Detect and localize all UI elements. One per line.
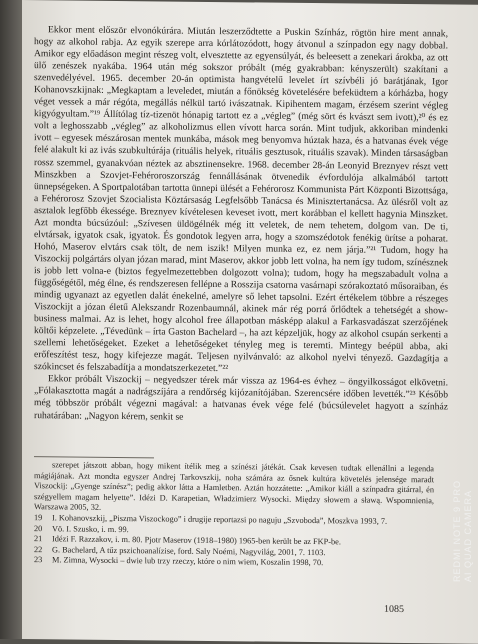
main-text — [34, 24, 448, 426]
watermark-line: REDMI NOTE 9 PRO — [452, 480, 463, 582]
footnote-text: I. Kohanovszkij, „Piszma Viszockogo” i drugije reportazsi po naguju „Szvoboda”, Moszkva 1993, 7. — [52, 513, 387, 526]
page-number: 1085 — [384, 604, 404, 615]
footnote-text: Idézi F. Razzakov, i. m. 80. Pjotr Maserov (1918–1980) 1965-ben került be az FKP-be. — [52, 534, 341, 546]
book-page — [22, 0, 478, 644]
footnote — [34, 460, 434, 517]
footnote-divider — [34, 456, 154, 458]
footnote-number: 20 — [34, 524, 52, 535]
footnote-text: Vö. I. Szusko, i. m. 99. — [52, 524, 129, 534]
footnote-number: 21 — [34, 534, 52, 545]
watermark-line: AI QUAD CAMERA — [463, 480, 474, 582]
footnote-number: 19 — [34, 513, 52, 524]
book-gutter-shadow — [0, 0, 22, 639]
camera-watermark — [452, 480, 474, 582]
paragraph: Ekkor ment először elvonókúrára. Miután leszerződtette a Puskin Színház, rögtön hire ment annak, hogy az alkohol rabja. Az egyik szerepe arra kórlátozódott, hogy átvonul a színpadon egy nagy dobbal. Amikor egy előadáson megint részeg volt, elvesztette az egyensúlyát, és beleesett a zenekari árokba, az ott ülő zenészek nyakába. 1964 után még sokszor próbált (még gyakrabban: kényszerült) szakítani a szenvedélyével. 1965. december 20-án optimista hangvételű levelet írt szívbéli jó barátjának, Igor Kohanovszkijnak: „Megkaptam a leveledet, miután a főnökség követelésére befeküdtem a kórházba, hogy véget vessek a már régóta, megállás nélkül tartó ivászatnak. Kipihentem magam, érzésem szerint végleg kigyógyultam.”¹⁹ Állítólag tíz-tizenöt hónapig tartott ez a „végleg” (még sört és kvászt sem ivott),²⁰ és ez volt a leghosszabb „végleg” az alkoholizmus ellen vívott harca során. Mint tudjuk, akkoriban mindenki ivott – egyesek mészárosan mentek munkába, mások meg benyomva húztak haza, és a hatvanas évek vége felé alakult ki az ivás szubkultúrája (rituális helyek, rituális gesztusok, rituális szavak). Minden társaságban rossz szemmel, gyanakvóan néztek az absztinensekre. 1968. december 28-án Leonyid Breznyev részt vett Minszkben a Szovjet-Fehéroroszország fennállásának ötvenedik évfordulója alkalmából tartott ünnepségeken. A Sportpalotában tartotta ünnepi ülését a Fehérorosz Kommunista Párt Központi Bizottsága, a Fehérorosz Szovjet Szocialista Köztársaság Legfelsőbb Tanácsa és Minisztertanácsa. Az ülésről volt az asztalok legfőbb ékessége. Breznyev kívételesen keveset ivott, mert korábban el kellett hagynia Minszket. Azt mondta búcsúzóul: „Szívesen üldögélnék még itt veletek, de nem tehetem, dolgom van. De ti, elvtársak, igyatok csak, igyatok. És gondotok legyen arra, hogy a szomszédotok fenékig ürítse a poharat. Hohó, Maserov elvtárs csak tölt, de nem iszik! Milyen munka ez, ez nem járja.”²¹ Tudom, hogy ha Viszockij polgártárs olyan józan marad, mint Maserov, akkor jobb lett volna, ha nem így tudom, színésznek is jobb lett volna-e (biztos fegyelmezettebben dolgozott volna); tudom, hogy ha megszabadult volna a függőségétől, még élne, és rendszeresen fellépne a Rosszija csatorna vasárnapi szórakoztató műsoraiban, és mindig ugyanazt az egyetlen dalát énekelné, amelyre ső lehet tapsolni. Ezért értékelem többre a részeges Viszockijt a józan életű Alekszandr Rozenbaumnál, akinek már rég porrá őrlődtek a tehetségét a show-business malmai. Az is lehet, hogy alcohol free állapotban másképp alakul a Farkasvadászat szerzőjének költői képzelete. „Tévedünk – írta Gaston Bachelard –, ha azt képzeljük, hogy az alkohol csupán serkenti a szellemi lehetőségeket. Ezeket a lehetőségeket tényleg meg is teremti. Mintegy beépül abba, aki erőfeszítést tesz, hogy kifejezze magát. Teljesen nyilvánvaló: az alkohol nyelvi tényező. Gazdagítja a szókincset és felszabadítja a mondatszerkezetet.”²² — [34, 24, 448, 378]
footnote-text: G. Bachelard, A tűz pszichoanalízise, ford. Saly Noémi, Nagyvilág, 2001, 7. 1103. — [52, 545, 325, 557]
footnote-text: M. Zimna, Wysocki – dwie lub trzy rzeczy, które o nim wiem, Koszalin 1998, 70. — [52, 556, 323, 568]
paragraph: Ekkor próbált Viszockij – negyedszer térek már vissza az 1964-es évhez – öngyilkosságot elkövetni. „Fólakasztotta magát a nadrágszíjára a rendőrség kijózanítójában. Szerencsére időben levették.”²³ Később még többször próbált végezni magával: a hatvanas évek vége felé (búcsúlevelet hagyott a színház ruhatárában: „Nagyon kérem, senkit se — [34, 373, 448, 426]
footnote-number: 22 — [34, 545, 52, 556]
footnote-text: szerepet játszott abban, hogy mikent ítélik meg a színészi játékát. Csak kevesen tudtak ellenállni a legenda mágiájának. Azt mondta egyszer Andrej Tarkovszkij, noha számára az ősnek kultúra követelés jelensége maradt Viszockij: „Gyenge színész”; pedig akkor látta a Hamletben. Aztán hozzátette: „Amikor kiáll a színpadra gitárral, én szégyellem magam helyette”. Idézi D. Karapetian, Władzimierz Wysocki. Między słowem a sławą. Wspomnienia, Warszawa 2005, 32. — [34, 460, 434, 512]
footnote-number: 23 — [34, 555, 52, 566]
footnotes — [34, 460, 434, 570]
